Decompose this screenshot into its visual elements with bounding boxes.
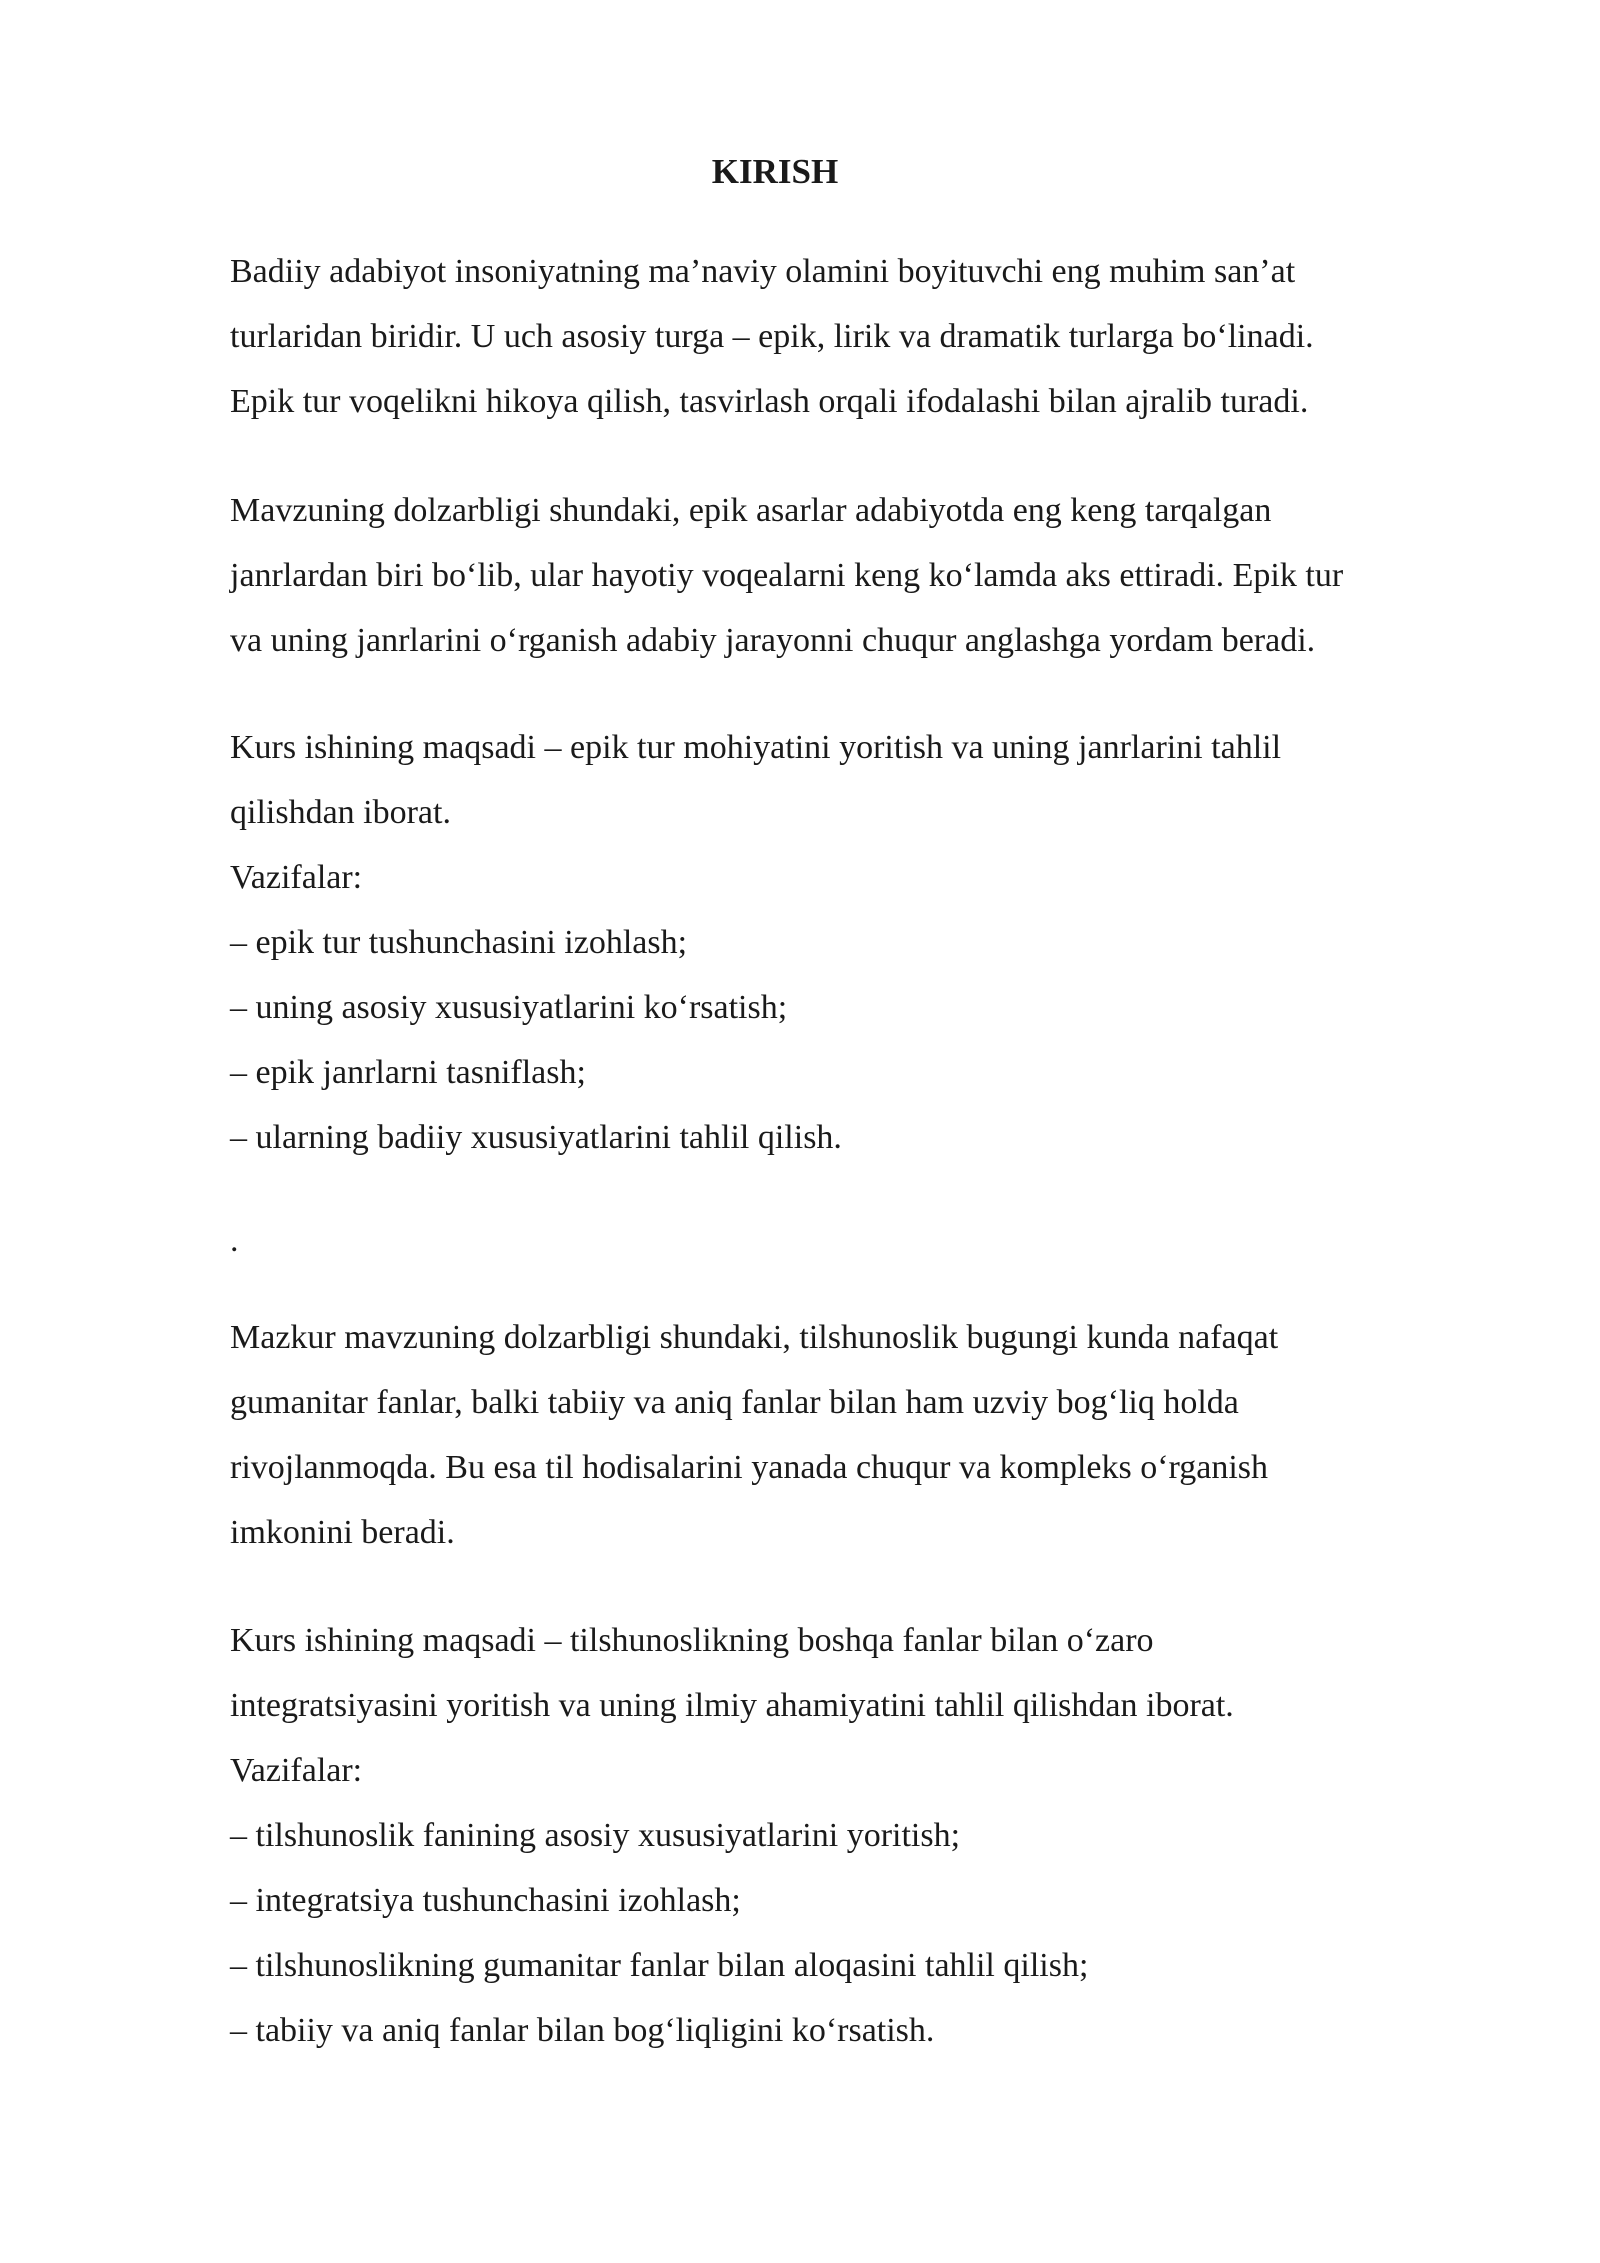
separator-dot-text: . bbox=[230, 1222, 239, 1259]
task-item: – tilshunoslik fanining asosiy xususiyatlarini yoritish; bbox=[230, 1817, 961, 1854]
tasks-heading: Vazifalar: bbox=[230, 1752, 363, 1789]
paragraph-goals-linguistics bbox=[230, 1608, 1490, 2063]
paragraph-line: Badiiy adabiyot insoniyatning ma’naviy olamini boyituvchi eng muhim san’at bbox=[230, 253, 1296, 290]
paragraph-line: va uning janrlarini o‘rganish adabiy jarayonni chuqur anglashga yordam beradi. bbox=[230, 622, 1316, 659]
paragraph-line: turlaridan biridir. U uch asosiy turga – epik, lirik va dramatik turlarga bo‘linadi. bbox=[230, 318, 1314, 355]
paragraph-line: Mazkur mavzuning dolzarbligi shundaki, tilshunoslik bugungi kunda nafaqat bbox=[230, 1319, 1279, 1356]
paragraph-relevance bbox=[230, 478, 1490, 673]
task-item: – epik tur tushunchasini izohlash; bbox=[230, 924, 688, 961]
paragraph-line: imkonini beradi. bbox=[230, 1514, 455, 1551]
paragraph-line: janrlardan biri bo‘lib, ular hayotiy voqealarni keng ko‘lamda aks ettiradi. Epik tur bbox=[230, 557, 1344, 594]
tasks-heading: Vazifalar: bbox=[230, 859, 363, 896]
task-item: – tilshunoslikning gumanitar fanlar bilan aloqasini tahlil qilish; bbox=[230, 1947, 1089, 1984]
paragraph-line: Epik tur voqelikni hikoya qilish, tasvirlash orqali ifodalashi bilan ajralib turadi. bbox=[230, 383, 1309, 420]
paragraph-intro bbox=[230, 239, 1490, 434]
paragraph-line: qilishdan iborat. bbox=[230, 794, 451, 831]
page-title: KIRISH bbox=[711, 152, 839, 191]
paragraph-line: gumanitar fanlar, balki tabiiy va aniq fanlar bilan ham uzviy bog‘liq holda bbox=[230, 1384, 1239, 1421]
paragraph-line: integratsiyasini yoritish va uning ilmiy ahamiyatini tahlil qilishdan iborat. bbox=[230, 1687, 1234, 1724]
task-item: – integratsiya tushunchasini izohlash; bbox=[230, 1882, 741, 1919]
paragraph-line: rivojlanmoqda. Bu esa til hodisalarini yanada chuqur va kompleks o‘rganish bbox=[230, 1449, 1269, 1486]
separator-dot bbox=[230, 1208, 1490, 1273]
task-item: – epik janrlarni tasniflash; bbox=[230, 1054, 586, 1091]
paragraph-line: Kurs ishining maqsadi – epik tur mohiyatini yoritish va uning janrlarini tahlil bbox=[230, 729, 1282, 766]
paragraph-goals-epic bbox=[230, 715, 1490, 1170]
paragraph-linguistics-relevance bbox=[230, 1305, 1490, 1565]
task-item: – uning asosiy xususiyatlarini ko‘rsatish; bbox=[230, 989, 788, 1026]
task-item: – tabiiy va aniq fanlar bilan bog‘liqligini ko‘rsatish. bbox=[230, 2012, 935, 2049]
paragraph-line: Mavzuning dolzarbligi shundaki, epik asarlar adabiyotda eng keng tarqalgan bbox=[230, 492, 1272, 529]
paragraph-line: Kurs ishining maqsadi – tilshunoslikning boshqa fanlar bilan o‘zaro bbox=[230, 1622, 1154, 1659]
task-item: – ularning badiiy xususiyatlarini tahlil qilish. bbox=[230, 1119, 842, 1156]
